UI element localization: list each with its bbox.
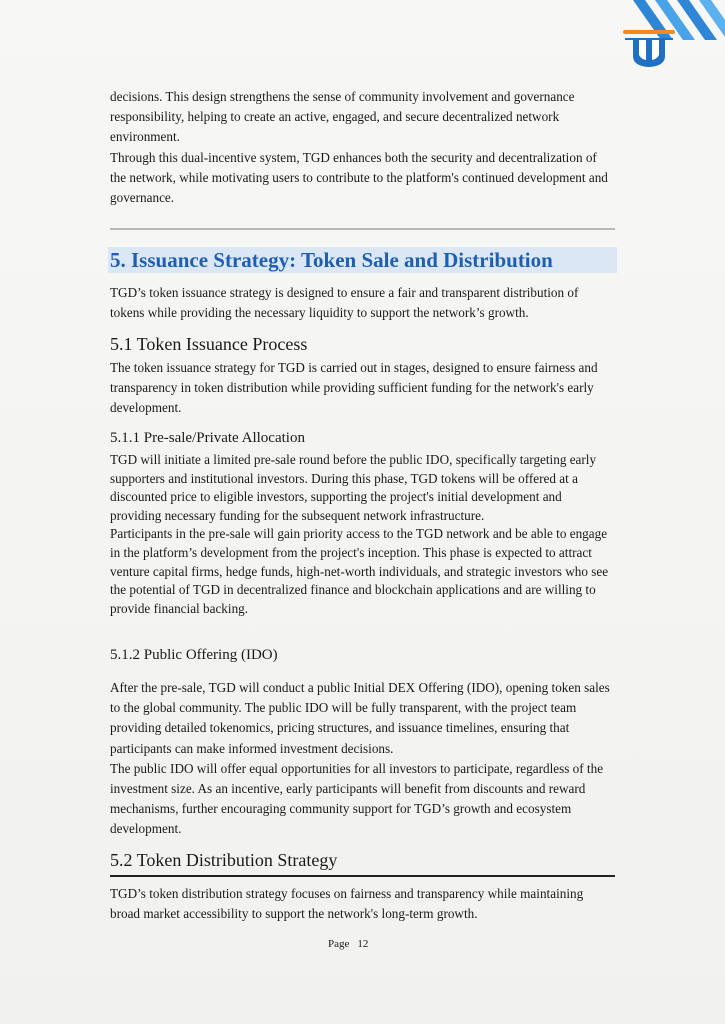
section-5-heading: 5. Issuance Strategy: Token Sale and Distribution [110,248,553,272]
body-paragraph: The public IDO will offer equal opportunities for all investors to participate, regardless of the investment size. As an incentive, early participants will benefit from discounts and reward mechanisms, further encouraging community support for TGD’s growth and ecosystem development. [110,760,604,837]
body-paragraph: TGD will initiate a limited pre-sale round before the public IDO, specifically targeting early supporters and institutional investors. During this phase, TGD tokens will be offered at a discounted price to eligible investors, supporting the project's initial development and providing necessary funding for the subsequent network infrastructure. [110,452,597,523]
lead-paragraph: TGD’s token issuance strategy is designed to ensure a fair and transparent distribution of tokens while providing the necessary liquidity to support the network’s growth. [110,285,579,321]
body-paragraph: Participants in the pre-sale will gain priority access to the TGD network and be able to engage in the platform’s development from the project's inception. This phase is expected to attract venture capital firms, hedge funds, high-net-worth individuals, and strategic investors who see the potential of TGD in decentralized finance and blockchain applications and are willing to provide financial backing. [110,526,609,616]
section-5-2-body [110,884,615,924]
section-5-2-heading: 5.2 Token Distribution Strategy [110,850,338,870]
body-paragraph: After the pre-sale, TGD will conduct a public Initial DEX Offering (IDO), opening token sales to the global community. The public IDO will be fully transparent, with the project team providing detailed tokenomics, pricing structures, and issuance timelines, ensuring that participants can make informed investment decisions. [110,680,610,756]
section-divider [110,228,615,230]
section-5-1-2-heading: 5.1.2 Public Offering (IDO) [110,647,278,663]
section-5-1-2-body [110,678,615,840]
section-5-1-heading: 5.1 Token Issuance Process [110,334,308,354]
section-5-1-1-heading: 5.1.1 Pre-sale/Private Allocation [110,430,305,446]
page-label: Page [328,938,350,950]
intro-block [110,87,615,208]
tgd-logo-icon [619,26,679,70]
section-5-1-body [110,358,615,419]
body-paragraph: TGD’s token distribution strategy focuses on fairness and transparency while maintaining broad market accessibility to support the network's long-term growth. [110,886,584,922]
section-5-1-1-body [110,451,615,618]
page-footer [328,938,368,950]
body-paragraph: The token issuance strategy for TGD is carried out in stages, designed to ensure fairness and transparency in token distribution while providing sufficient funding for the network's early development. [110,360,598,416]
page-number: 12 [357,938,369,950]
intro-paragraph: decisions. This design strengthens the sense of community involvement and governance responsibility, helping to create an active, engaged, and secure decentralized network environment. [110,89,575,145]
section-5-2-underline [110,875,615,877]
intro-paragraph: Through this dual-incentive system, TGD enhances both the security and decentralization of the network, while motivating users to contribute to the platform's continued development and governance. [110,149,608,206]
section-5-lead [110,283,615,323]
